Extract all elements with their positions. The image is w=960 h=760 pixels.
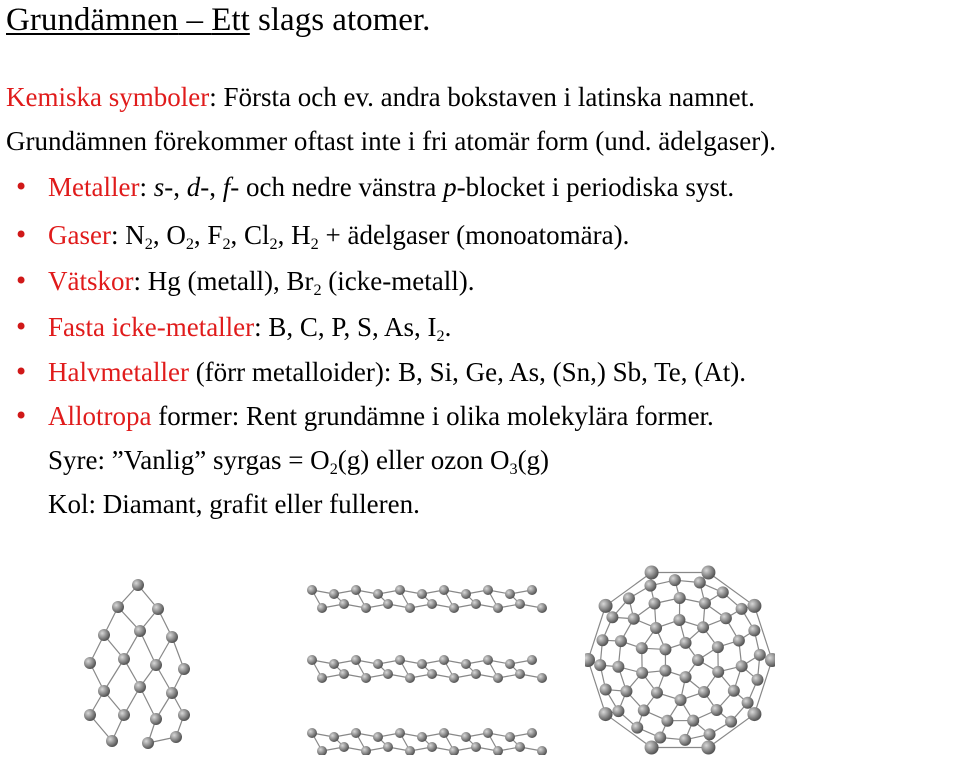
graphite-atom bbox=[405, 673, 415, 683]
graphite-atom bbox=[537, 673, 547, 683]
symbols-label: Kemiska symboler bbox=[6, 82, 210, 112]
metals-text-4: - och nedre vänstra bbox=[230, 172, 444, 202]
fullerene-atom bbox=[649, 597, 661, 609]
graphite-atom bbox=[505, 659, 515, 669]
fullerene-atom bbox=[600, 684, 612, 696]
gases-label: Gaser bbox=[48, 220, 111, 250]
fullerene-atom bbox=[628, 613, 640, 625]
oxygen-text-3: (g) bbox=[517, 445, 550, 475]
fullerene-atom bbox=[645, 566, 659, 580]
fullerene-structure-image bbox=[585, 565, 775, 755]
fullerene-atom bbox=[752, 674, 764, 686]
oxygen-text-1: Syre: ”Vanlig” syrgas = O bbox=[48, 445, 330, 475]
graphite-atom bbox=[471, 599, 481, 609]
gases-sub-5: 2 bbox=[310, 234, 319, 253]
diamond-structure-image bbox=[60, 565, 210, 755]
page-title bbox=[6, 0, 430, 40]
oxygen-text-2: (g) eller ozon O bbox=[337, 445, 510, 475]
graphite-atom bbox=[515, 669, 525, 679]
bullet-liquids: • bbox=[14, 267, 29, 295]
title-part-1: Grundämnen bbox=[6, 2, 179, 38]
graphite-atom bbox=[329, 589, 339, 599]
solids-text-2: . bbox=[444, 312, 452, 342]
graphite-atom bbox=[351, 655, 361, 665]
graphite-atom bbox=[483, 655, 493, 665]
graphite-atom bbox=[361, 673, 371, 683]
diamond-atom bbox=[98, 629, 110, 641]
metals-text-2: -, bbox=[164, 172, 187, 202]
graphite-atom bbox=[493, 746, 503, 755]
fullerene-atom bbox=[636, 642, 648, 654]
diamond-atom bbox=[118, 709, 130, 721]
fullerene-atom bbox=[720, 612, 732, 624]
fullerene-atom bbox=[736, 660, 748, 672]
graphite-atom bbox=[515, 742, 525, 752]
fullerene-atom bbox=[736, 603, 748, 615]
fullerene-atom bbox=[596, 634, 608, 646]
fullerene-atom bbox=[673, 614, 685, 626]
allotropes-label: Allotropa bbox=[48, 401, 152, 431]
fullerene-atom bbox=[585, 653, 595, 667]
fullerene-atom bbox=[704, 728, 716, 740]
diamond-atom bbox=[106, 735, 118, 747]
line-symbols bbox=[6, 80, 755, 114]
metals-text-5: -blocket i periodiska syst. bbox=[456, 172, 735, 202]
graphite-atom bbox=[329, 732, 339, 742]
graphite-atom bbox=[461, 589, 471, 599]
fullerene-atom bbox=[615, 635, 627, 647]
graphite-atom bbox=[515, 599, 525, 609]
line-metals bbox=[48, 170, 734, 204]
liquids-sub-1: 2 bbox=[313, 280, 322, 299]
gases-text-1: : N bbox=[110, 220, 145, 250]
fullerene-atom bbox=[692, 654, 704, 666]
title-part-3: slags atomer. bbox=[249, 2, 431, 38]
graphite-atom bbox=[395, 728, 405, 738]
fullerene-atom bbox=[606, 611, 618, 623]
line-carbon bbox=[48, 487, 420, 521]
fullerene-atom bbox=[717, 586, 729, 598]
diamond-atom bbox=[118, 653, 130, 665]
solids-sub-1: 2 bbox=[436, 326, 445, 345]
fullerene-atom bbox=[754, 649, 766, 661]
gases-text-3: , F bbox=[193, 220, 223, 250]
fullerene-atom bbox=[701, 566, 715, 580]
diamond-atom bbox=[84, 657, 96, 669]
graphite-atom bbox=[383, 599, 393, 609]
fullerene-atom bbox=[669, 574, 681, 586]
line-free-form bbox=[6, 124, 776, 158]
graphite-atom bbox=[395, 655, 405, 665]
metals-text-3: -, bbox=[200, 172, 223, 202]
diamond-atom bbox=[112, 601, 124, 613]
liquids-text-1: : Hg (metall), Br bbox=[133, 266, 314, 296]
diamond-atom bbox=[134, 681, 146, 693]
graphite-structure-image bbox=[300, 575, 550, 755]
free-form-text: Grundämnen förekommer oftast inte i fri atomär form (und. ädelgaser). bbox=[6, 126, 776, 156]
diamond-atom bbox=[142, 737, 154, 749]
gases-text-6: + ädelgaser (monoatomära). bbox=[318, 220, 630, 250]
graphite-atom bbox=[505, 732, 515, 742]
fullerene-atom bbox=[725, 716, 737, 728]
liquids-label: Vätskor bbox=[48, 266, 134, 296]
graphite-atom bbox=[427, 742, 437, 752]
bullet-gases: • bbox=[14, 221, 29, 249]
diamond-atom bbox=[98, 685, 110, 697]
graphite-atom bbox=[427, 669, 437, 679]
graphite-atom bbox=[449, 746, 459, 755]
title-dash: – bbox=[178, 2, 212, 38]
graphite-atom bbox=[439, 585, 449, 595]
solids-label: Fasta icke-metaller bbox=[48, 312, 255, 342]
graphite-atom bbox=[483, 728, 493, 738]
graphite-atom bbox=[307, 655, 317, 665]
fullerene-atom bbox=[636, 667, 648, 679]
diamond-atom bbox=[166, 687, 178, 699]
fullerene-atom bbox=[623, 592, 635, 604]
fullerene-atom bbox=[701, 740, 715, 754]
metals-d: d bbox=[186, 172, 201, 202]
fullerene-atom bbox=[733, 635, 745, 647]
graphite-atom bbox=[395, 585, 405, 595]
diamond-atom bbox=[178, 663, 190, 675]
fullerene-atom bbox=[765, 653, 775, 667]
fullerene-atom bbox=[679, 734, 691, 746]
fullerene-atom bbox=[620, 685, 632, 697]
line-semimetals bbox=[48, 355, 746, 389]
graphite-atom bbox=[427, 599, 437, 609]
gases-text-2: , O bbox=[152, 220, 186, 250]
fullerene-atom bbox=[674, 592, 686, 604]
fullerene-atom bbox=[659, 643, 671, 655]
fullerene-atom bbox=[687, 715, 699, 727]
solids-text-1: : B, C, P, S, As, I bbox=[254, 312, 437, 342]
fullerene-atom bbox=[599, 707, 613, 721]
graphite-atom bbox=[471, 669, 481, 679]
fullerene-bond bbox=[754, 660, 772, 714]
graphite-atom bbox=[329, 659, 339, 669]
fullerene-atom bbox=[659, 665, 671, 677]
bullet-semimetals: • bbox=[14, 358, 29, 386]
line-solids bbox=[48, 310, 451, 344]
graphite-atom bbox=[351, 728, 361, 738]
graphite-atom bbox=[449, 673, 459, 683]
graphite-atom bbox=[351, 585, 361, 595]
fullerene-atom bbox=[612, 705, 624, 717]
graphite-atom bbox=[505, 589, 515, 599]
fullerene-atom bbox=[644, 580, 656, 592]
metals-s: s bbox=[153, 172, 165, 202]
fullerene-atom bbox=[694, 576, 706, 588]
fullerene-atom bbox=[711, 704, 723, 716]
graphite-atom bbox=[383, 742, 393, 752]
graphite-atom bbox=[373, 659, 383, 669]
metals-text-1: : bbox=[139, 172, 154, 202]
fullerene-atom bbox=[638, 704, 650, 716]
fullerene-bond bbox=[588, 606, 606, 660]
liquids-text-2: (icke-metall). bbox=[321, 266, 475, 296]
graphite-atom bbox=[483, 585, 493, 595]
diamond-atom bbox=[132, 579, 144, 591]
semimetals-label: Halvmetaller bbox=[48, 357, 189, 387]
bullet-allotropes: • bbox=[14, 402, 29, 430]
symbols-text: : Första och ev. andra bokstaven i latinska namnet. bbox=[209, 82, 755, 112]
line-liquids bbox=[48, 264, 474, 298]
graphite-atom bbox=[373, 732, 383, 742]
graphite-atom bbox=[471, 742, 481, 752]
fullerene-atom bbox=[645, 740, 659, 754]
oxygen-sub-1: 2 bbox=[329, 459, 338, 478]
graphite-atom bbox=[339, 599, 349, 609]
fullerene-atom bbox=[651, 687, 663, 699]
graphite-atom bbox=[537, 603, 547, 613]
graphite-atom bbox=[439, 728, 449, 738]
bullet-metals: • bbox=[14, 173, 29, 201]
graphite-atom bbox=[317, 673, 327, 683]
diamond-atom bbox=[84, 709, 96, 721]
fullerene-atom bbox=[697, 621, 709, 633]
metals-label: Metaller bbox=[48, 172, 140, 202]
fullerene-atom bbox=[631, 722, 643, 734]
diamond-atom bbox=[134, 625, 146, 637]
fullerene-atom bbox=[747, 599, 761, 613]
metals-p: p bbox=[443, 172, 457, 202]
fullerene-atom bbox=[612, 661, 624, 673]
graphite-atom bbox=[527, 585, 537, 595]
graphite-atom bbox=[339, 742, 349, 752]
graphite-atom bbox=[493, 603, 503, 613]
gases-sub-3: 2 bbox=[222, 234, 231, 253]
fullerene-atom bbox=[698, 686, 710, 698]
gases-sub-2: 2 bbox=[185, 234, 194, 253]
metals-f: f bbox=[222, 172, 231, 202]
graphite-atom bbox=[439, 655, 449, 665]
graphite-atom bbox=[449, 603, 459, 613]
fullerene-atom bbox=[594, 659, 606, 671]
fullerene-atom bbox=[599, 599, 613, 613]
bullet-solids: • bbox=[14, 313, 29, 341]
fullerene-atom bbox=[654, 732, 666, 744]
diamond-atom bbox=[170, 731, 182, 743]
graphite-atom bbox=[405, 746, 415, 755]
graphite-atom bbox=[317, 603, 327, 613]
gases-text-4: , Cl bbox=[230, 220, 270, 250]
fullerene-atom bbox=[680, 671, 692, 683]
graphite-atom bbox=[361, 746, 371, 755]
graphite-atom bbox=[307, 585, 317, 595]
line-oxygen bbox=[48, 443, 549, 477]
graphite-atom bbox=[493, 673, 503, 683]
graphite-atom bbox=[417, 732, 427, 742]
graphite-atom bbox=[339, 669, 349, 679]
fullerene-atom bbox=[712, 641, 724, 653]
diamond-atom bbox=[150, 713, 162, 725]
graphite-atom bbox=[373, 589, 383, 599]
oxygen-sub-2: 3 bbox=[509, 459, 518, 478]
line-gases bbox=[48, 218, 629, 252]
diamond-atom bbox=[152, 603, 164, 615]
fullerene-atom bbox=[661, 715, 673, 727]
fullerene-atom bbox=[748, 624, 760, 636]
fullerene-atom bbox=[742, 697, 754, 709]
fullerene-atom bbox=[712, 666, 724, 678]
gases-text-5: , H bbox=[277, 220, 311, 250]
fullerene-atom bbox=[675, 694, 687, 706]
graphite-atom bbox=[537, 746, 547, 755]
graphite-atom bbox=[417, 589, 427, 599]
line-allotropes bbox=[48, 399, 714, 433]
graphite-atom bbox=[417, 659, 427, 669]
graphite-atom bbox=[527, 655, 537, 665]
fullerene-atom bbox=[747, 707, 761, 721]
fullerene-atom bbox=[680, 637, 692, 649]
graphite-atom bbox=[383, 669, 393, 679]
carbon-text: Kol: Diamant, grafit eller fulleren. bbox=[48, 489, 420, 519]
fullerene-atom bbox=[699, 597, 711, 609]
gases-sub-1: 2 bbox=[144, 234, 153, 253]
allotropes-text-1: former: Rent grundämne i olika molekylära former. bbox=[151, 401, 714, 431]
diamond-atom bbox=[178, 709, 190, 721]
graphite-atom bbox=[307, 728, 317, 738]
fullerene-atom bbox=[650, 622, 662, 634]
graphite-atom bbox=[405, 603, 415, 613]
gases-sub-4: 2 bbox=[269, 234, 278, 253]
graphite-atom bbox=[317, 746, 327, 755]
title-part-2: Ett bbox=[211, 2, 250, 38]
graphite-atom bbox=[461, 659, 471, 669]
diamond-atom bbox=[166, 631, 178, 643]
graphite-atom bbox=[527, 728, 537, 738]
graphite-atom bbox=[461, 732, 471, 742]
graphite-atom bbox=[361, 603, 371, 613]
semimetals-text-1: (förr metalloider): B, Si, Ge, As, (Sn,) Sb, Te, (At). bbox=[188, 357, 746, 387]
fullerene-atom bbox=[728, 685, 740, 697]
diamond-atom bbox=[150, 659, 162, 671]
